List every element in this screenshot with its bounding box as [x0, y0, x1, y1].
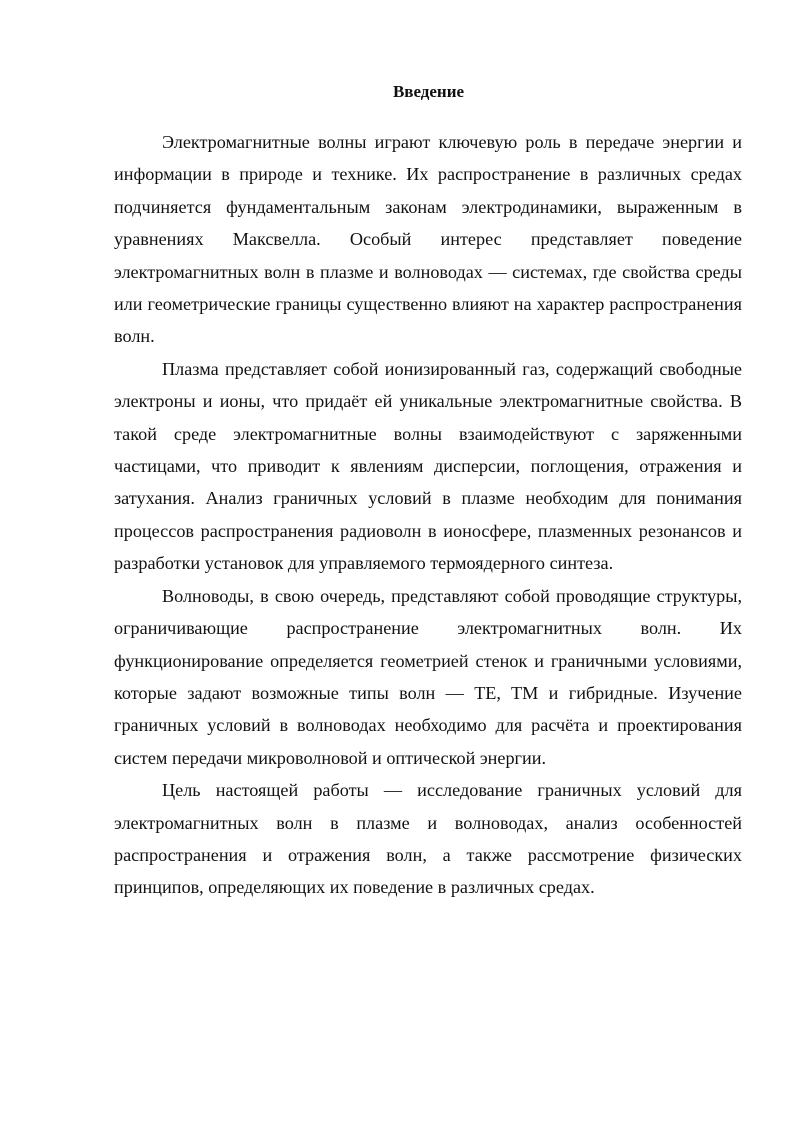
- paragraph-waveguides: Волноводы, в свою очередь, представляют собой проводящие структуры, ограничивающие распространение электромагнитных волн. Их функционирование определяется геометрией стенок и граничными условиями, которые задают возможные типы волн — TE, TM и гибридные. Изучение граничных условий в волноводах необходимо для расчёта и проектирования систем передачи микроволновой и оптической энергии.: [114, 585, 742, 768]
- paragraph-goal: Цель настоящей работы — исследование граничных условий для электромагнитных волн в плазме и волноводах, анализ особенностей распространения и отражения волн, а также рассмотрение физических принципов, определяющих их поведение в различных средах.: [114, 780, 742, 898]
- document-body: [114, 126, 742, 904]
- paragraph-intro: Электромагнитные волны играют ключевую роль в передаче энергии и информации в природе и технике. Их распространение в различных средах подчиняется фундаментальным законам электродинамики, выраженным в уравнениях Максвелла. Особый интерес представляет поведение электромагнитных волн в плазме и волноводах — системах, где свойства среды или геометрические границы существенно влияют на характер распространения волн.: [114, 132, 742, 347]
- paragraph-plasma: Плазма представляет собой ионизированный газ, содержащий свободные электроны и ионы, что придаёт ей уникальные электромагнитные свойства. В такой среде электромагнитные волны взаимодействуют с заряженными частицами, что приводит к явлениям дисперсии, поглощения, отражения и затухания. Анализ граничных условий в плазме необходим для понимания процессов распространения радиоволн в ионосфере, плазменных резонансов и разработки установок для управляемого термоядерного синтеза.: [114, 358, 742, 574]
- page-title: Введение: [392, 82, 465, 101]
